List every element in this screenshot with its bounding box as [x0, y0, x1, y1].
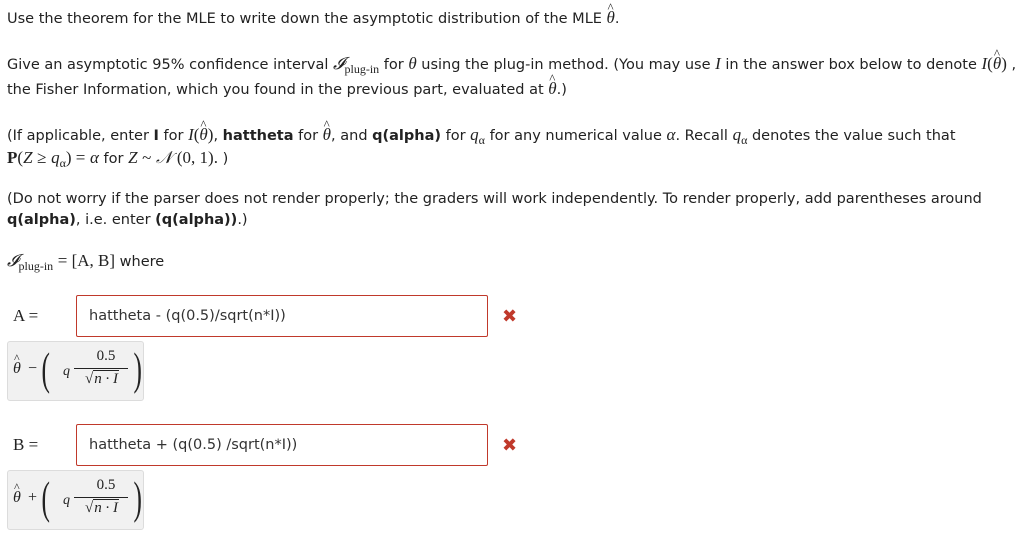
answer-a-label: A =	[13, 306, 39, 325]
q-alpha-symbol: $q_\alpha$	[470, 125, 485, 147]
hint-bold-i: I	[153, 128, 159, 144]
hint-bold-hattheta: hattheta	[222, 128, 294, 144]
hint-applicable-line1: (If applicable, enter I for I(^ θ), hattheta for ^ θ, and q(alpha) for $q_\alpha$ for any numerical value α. Recall $q_\alpha$ denotes the value such that	[7, 125, 956, 150]
preview-paren-right: )	[133, 343, 142, 394]
theta-hat-symbol: ^ θ	[13, 360, 21, 378]
preview-paren-left: (	[41, 472, 50, 523]
hint-text: denotes the value such that	[751, 128, 956, 144]
fisher-info-text: the Fisher Information, which you found in the previous part, evaluated at	[7, 82, 544, 98]
plugin-method-text: using the plug-in method. (You may use	[421, 57, 711, 73]
hint-text: for	[103, 151, 124, 167]
hint-text: for	[298, 128, 319, 144]
answer-a-input[interactable]: hattheta - (q(0.5)/sqrt(n*I))	[76, 295, 488, 337]
prob-symbol: P	[7, 148, 18, 167]
theta-symbol: θ	[408, 54, 417, 73]
preview-q: q	[63, 364, 70, 379]
hint-text: for	[445, 128, 466, 144]
theta-hat-symbol: ^ θ	[548, 79, 556, 99]
normal-symbol: 𝒩	[155, 148, 173, 167]
denote-text: in the answer box below to denote	[725, 57, 977, 73]
preview-fraction-bar	[74, 497, 128, 498]
preview-numerator: 0.5	[96, 477, 116, 493]
question-ci-line1: Give an asymptotic 95% confidence interval 𝓘$_{plug-in}$ for θ using the plug-in method. (You may use I in the answer box below to denote I(^ θ) ,	[7, 54, 1016, 79]
where-text: where	[119, 254, 165, 270]
hint-text: . Recall	[675, 128, 728, 144]
preview-paren-right: )	[133, 472, 142, 523]
theta-hat-symbol: ^ θ	[323, 125, 331, 145]
answer-b-preview	[7, 470, 144, 530]
for-text: for	[383, 57, 404, 73]
hint-parser-line1	[7, 189, 982, 209]
q-alpha-symbol: $q_\alpha$	[732, 125, 748, 147]
answer-a-preview	[7, 341, 144, 401]
interval-symbol: 𝓘$_{plug-in}$	[7, 251, 54, 273]
preview-operator: −	[28, 360, 38, 377]
fisher-of-theta-hat: I	[981, 54, 988, 73]
hint-bold-qalpha: q(alpha)	[372, 128, 442, 144]
question-ci-text: Give an asymptotic 95% confidence interval	[7, 57, 329, 73]
x-mark-icon: ✖	[502, 435, 518, 456]
hint-text: (If applicable, enter	[7, 128, 149, 144]
fisher-symbol: I	[188, 125, 194, 144]
question-ci-line2: the Fisher Information, which you found in the previous part, evaluated at ^ θ.)	[7, 79, 567, 100]
hint-text: .)	[237, 212, 248, 228]
fisher-symbol: I	[715, 54, 721, 73]
hint-text: and	[340, 128, 368, 144]
question-text: Use the theorem for the MLE to write down the asymptotic distribution of the MLE	[7, 11, 602, 27]
hint-parser-text: (Do not worry if the parser does not render properly; the graders will work independently. To render properly, add parentheses around	[7, 191, 982, 207]
answer-b-input[interactable]: hattheta + (q(0.5) /sqrt(n*I))	[76, 424, 488, 466]
hint-bold-qalpha-paren: (q(alpha))	[155, 212, 238, 228]
hint-text: , i.e. enter	[75, 212, 151, 228]
hint-applicable-line2: $P(Z \ge q_\alpha) = \alpha$ for Z ~ 𝒩 (0, 1). )	[7, 148, 229, 170]
hint-text: for any numerical value	[489, 128, 662, 144]
answer-b-label: B =	[13, 435, 39, 454]
preview-q: q	[63, 493, 70, 508]
theta-hat-symbol: ^ θ	[13, 489, 21, 507]
preview-denominator: √n · I	[85, 500, 118, 516]
preview-fraction-bar	[74, 368, 128, 369]
preview-numerator: 0.5	[96, 348, 116, 364]
hint-text: for	[163, 128, 184, 144]
x-mark-icon: ✖	[502, 306, 518, 327]
interval-equation: = [A, B]	[57, 251, 116, 270]
hint-bold-qalpha: q(alpha)	[7, 212, 76, 228]
interval-definition	[7, 251, 164, 276]
preview-denominator: √n · I	[85, 371, 118, 387]
preview-operator: +	[28, 489, 38, 506]
hint-parser-line2	[7, 210, 248, 230]
alpha-symbol: α	[666, 125, 676, 144]
preview-paren-left: (	[41, 343, 50, 394]
theta-hat-symbol: ^ θ	[607, 8, 615, 28]
question-intro: Use the theorem for the MLE to write down the asymptotic distribution of the MLE ^ θ.	[7, 8, 620, 29]
interval-symbol: 𝓘$_{plug-in}$	[332, 54, 380, 76]
